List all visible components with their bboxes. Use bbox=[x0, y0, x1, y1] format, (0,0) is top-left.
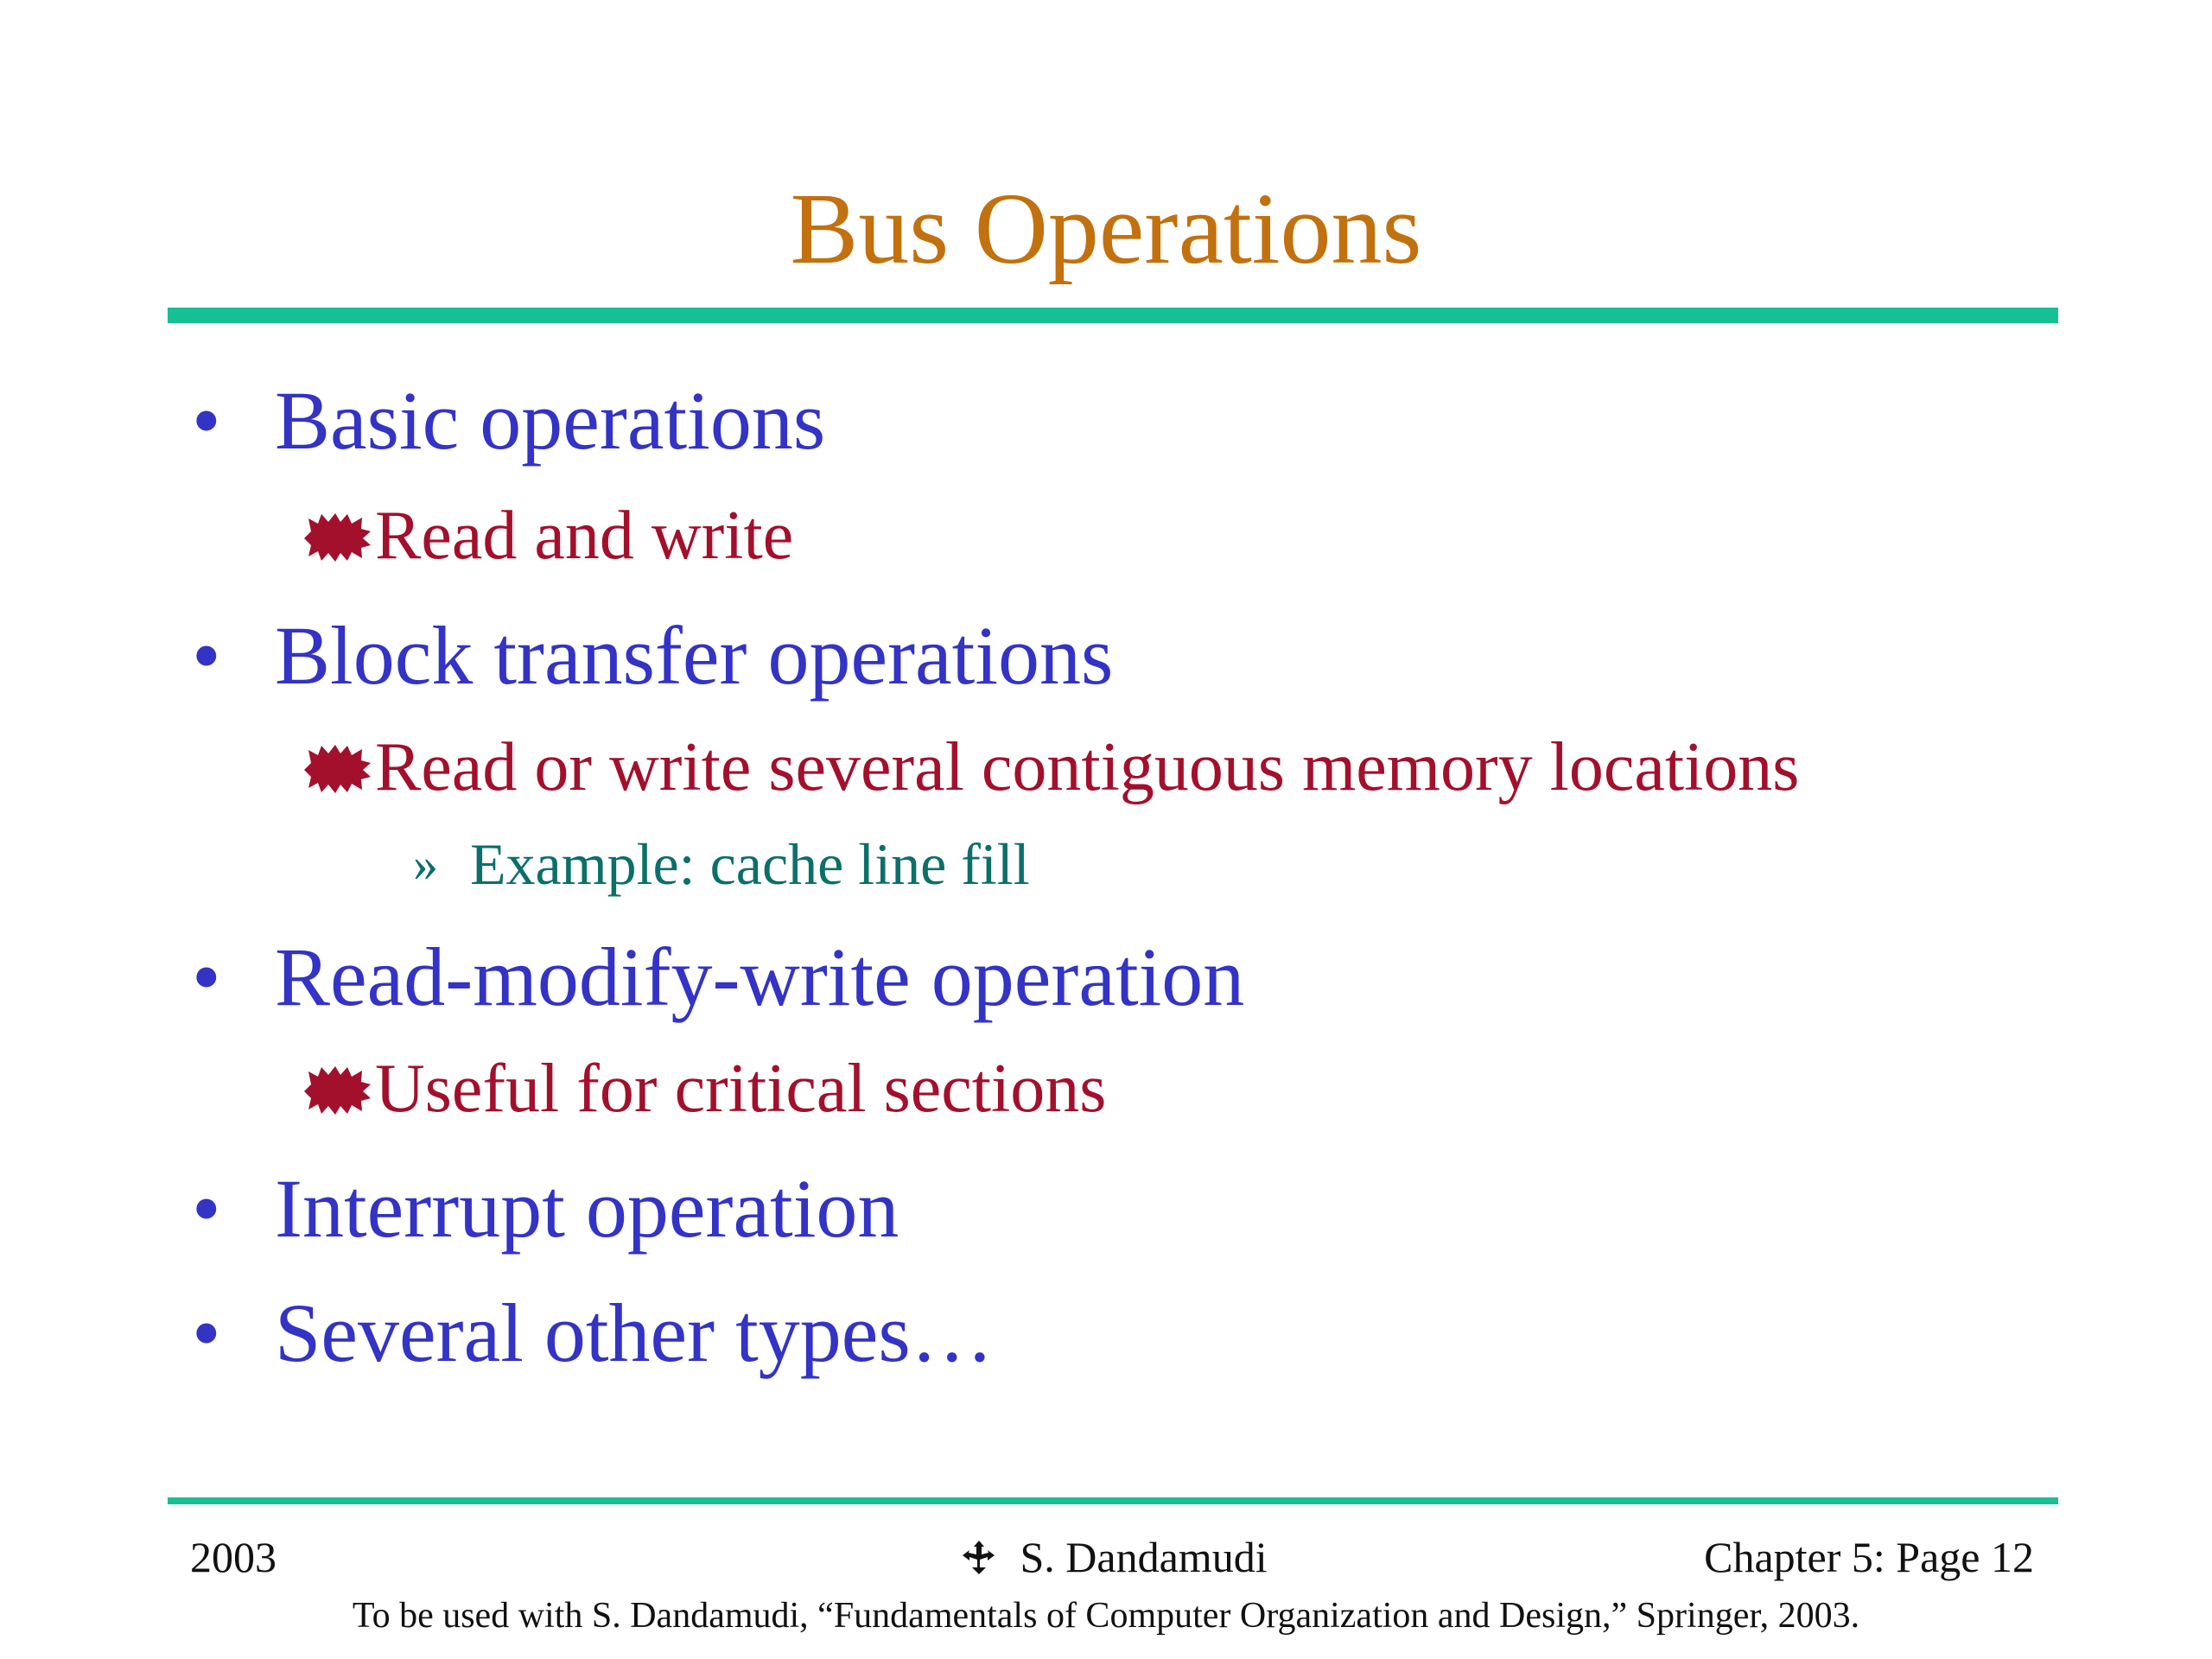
subbullet-text: Useful for critical sections bbox=[375, 1051, 1107, 1127]
bullet-text: Interrupt operation bbox=[275, 1162, 899, 1255]
footer-author-text: S. Dandamudi bbox=[1020, 1533, 1268, 1581]
footer-note: To be used with S. Dandamudi, “Fundamentals of Computer Organization and Design,” Springer, 2003. bbox=[352, 1596, 1860, 1636]
bullet-text: Block transfer operations bbox=[275, 609, 1114, 702]
slide-title: Bus Operations bbox=[790, 172, 1422, 285]
footer-year: 2003 bbox=[190, 1533, 276, 1581]
bullet-dot-icon: • bbox=[192, 1287, 221, 1379]
burst-icon bbox=[304, 513, 372, 562]
subbullet-text: Read or write several contiguous memory locations bbox=[375, 729, 1800, 805]
author-logo-icon bbox=[961, 1539, 997, 1575]
burst-icon bbox=[304, 745, 372, 793]
bullet-text: Several other types… bbox=[275, 1287, 994, 1379]
bullet-dot-icon: • bbox=[192, 374, 221, 467]
bullet-text: Basic operations bbox=[275, 374, 826, 467]
subbullet-text: Read and write bbox=[375, 498, 794, 574]
footer-author bbox=[961, 1531, 1268, 1583]
title-divider bbox=[168, 308, 2058, 323]
bullet-dot-icon: • bbox=[192, 609, 221, 702]
bullet-dot-icon: • bbox=[192, 931, 221, 1023]
burst-icon bbox=[304, 1066, 372, 1115]
double-chevron-icon: » bbox=[413, 836, 438, 892]
bullet-text: Read-modify-write operation bbox=[275, 931, 1245, 1023]
subsubbullet-text: Example: cache line fill bbox=[470, 831, 1030, 897]
footer-divider bbox=[168, 1497, 2058, 1504]
bullet-dot-icon: • bbox=[192, 1162, 221, 1255]
footer-page: Chapter 5: Page 12 bbox=[1704, 1533, 2034, 1581]
